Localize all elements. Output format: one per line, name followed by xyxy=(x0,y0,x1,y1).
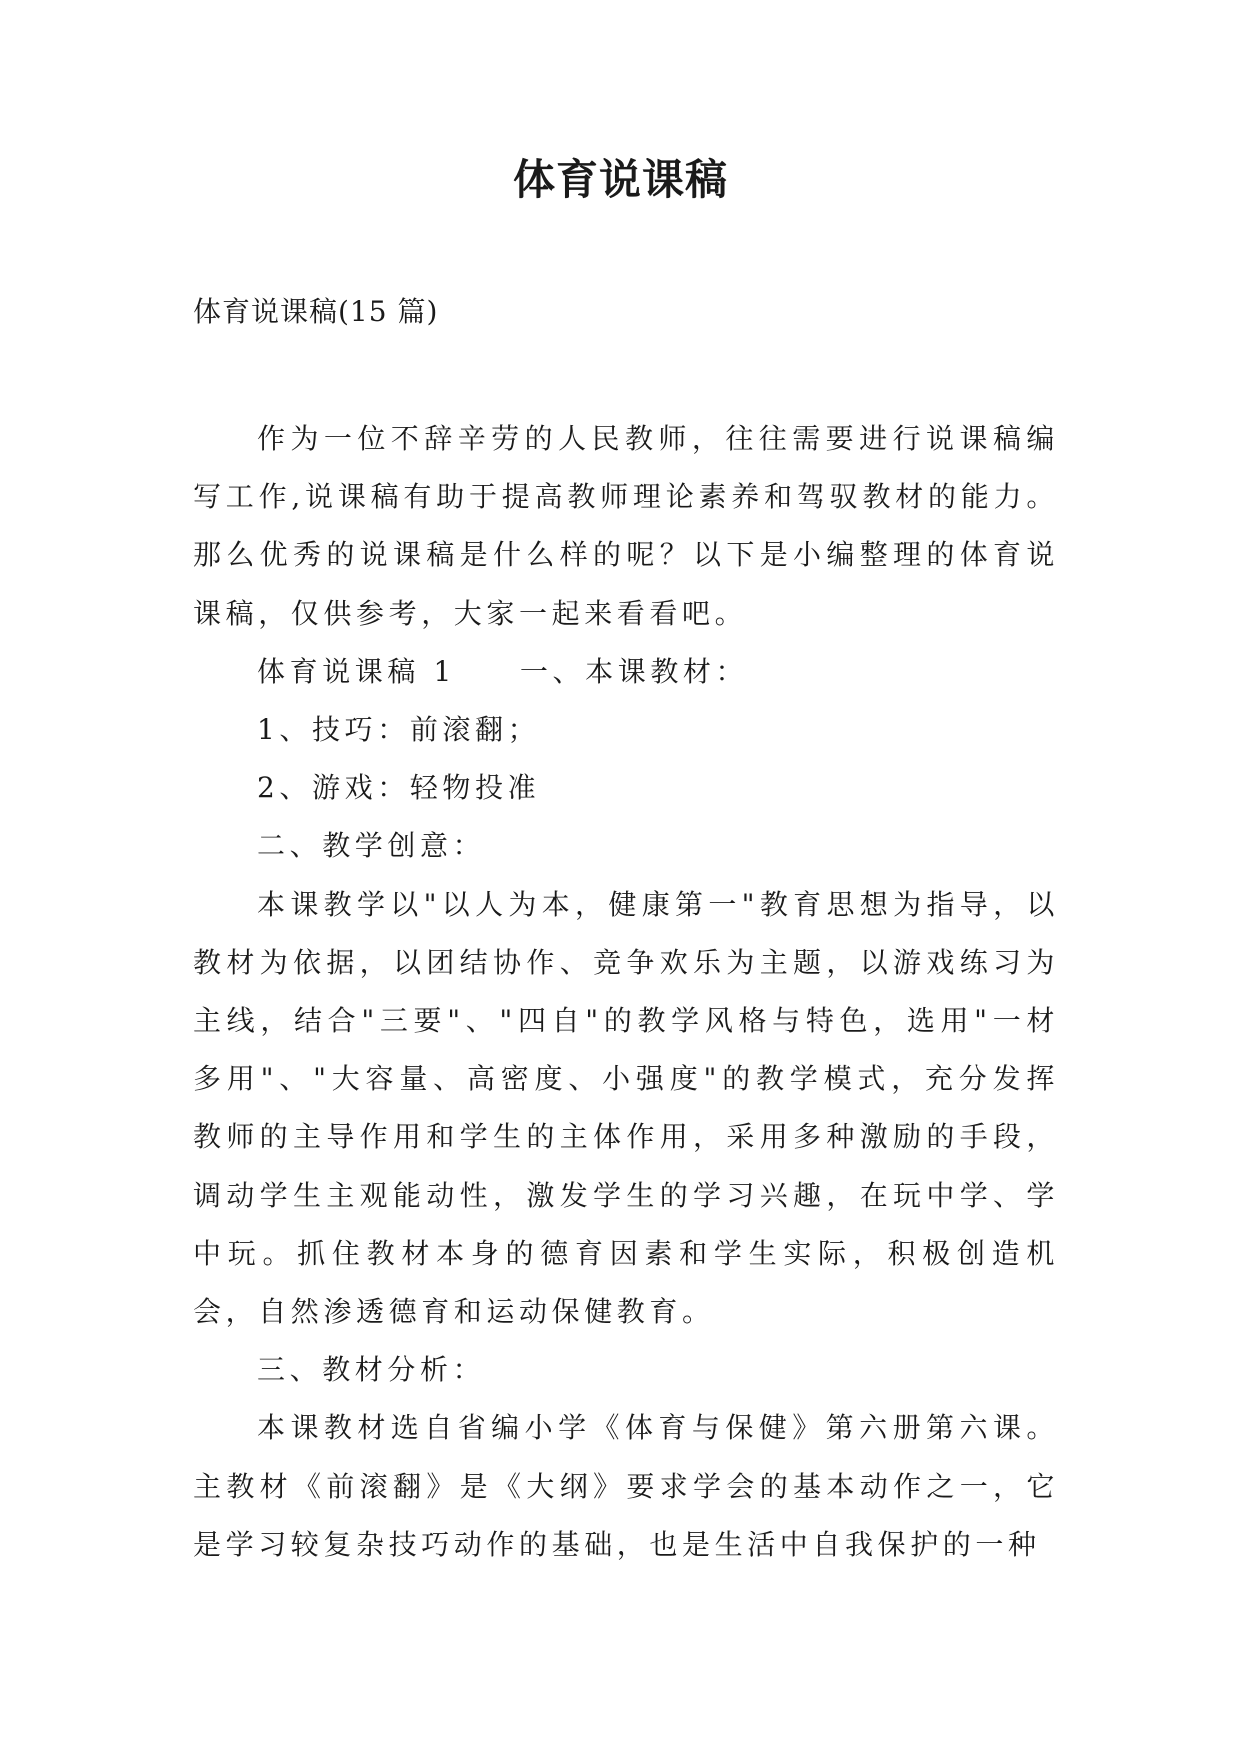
section-1-heading-line xyxy=(193,643,1059,701)
section-3-heading: 三、教材分析： xyxy=(257,1353,486,1387)
section-1-label: 体育说课稿 1 xyxy=(257,654,456,688)
section-1-heading: 一、本课教材： xyxy=(519,654,749,688)
document-title: 体育说课稿 xyxy=(512,155,728,204)
document-subtitle: 体育说课稿(15 篇) xyxy=(193,295,439,328)
teaching-idea-paragraph: 本课教学以"以人为本，健康第一"教育思想为指导，以教材为依据，以团结协作、竞争欢乐为主题，以游戏练习为主线，结合"三要"、"四自"的教学风格与特色，选用"一材多用"、"大容量、高密度、小强度"的教学模式，充分发挥教师的主导作用和学生的主体作用，采用多种激励的手段，调动学生主观能动性，激发学生的学习兴趣，在玩中学、学中玩。抓住教材本身的德育因素和学生实际，积极创造机会，自然渗透德育和运动保健教育。 xyxy=(193,887,1059,1329)
material-analysis-paragraph: 本课教材选自省编小学《体育与保健》第六册第六课。主教材《前滚翻》是《大纲》要求学会的基本动作之一，它是学习较复杂技巧动作的基础，也是生活中自我保护的一种 xyxy=(193,1411,1059,1561)
item-line-1: 1、技巧：前滚翻； xyxy=(257,713,541,747)
item-line-2: 2、游戏：轻物投准 xyxy=(257,771,541,805)
section-2-heading: 二、教学创意： xyxy=(257,829,486,863)
document-body xyxy=(193,410,1059,1574)
intro-paragraph: 作为一位不辞辛劳的人民教师，往往需要进行说课稿编写工作,说课稿有助于提高教师理论素养和驾驭教材的能力。那么优秀的说课稿是什么样的呢？以下是小编整理的体育说课稿，仅供参考，大家一起来看看吧。 xyxy=(193,422,1059,630)
